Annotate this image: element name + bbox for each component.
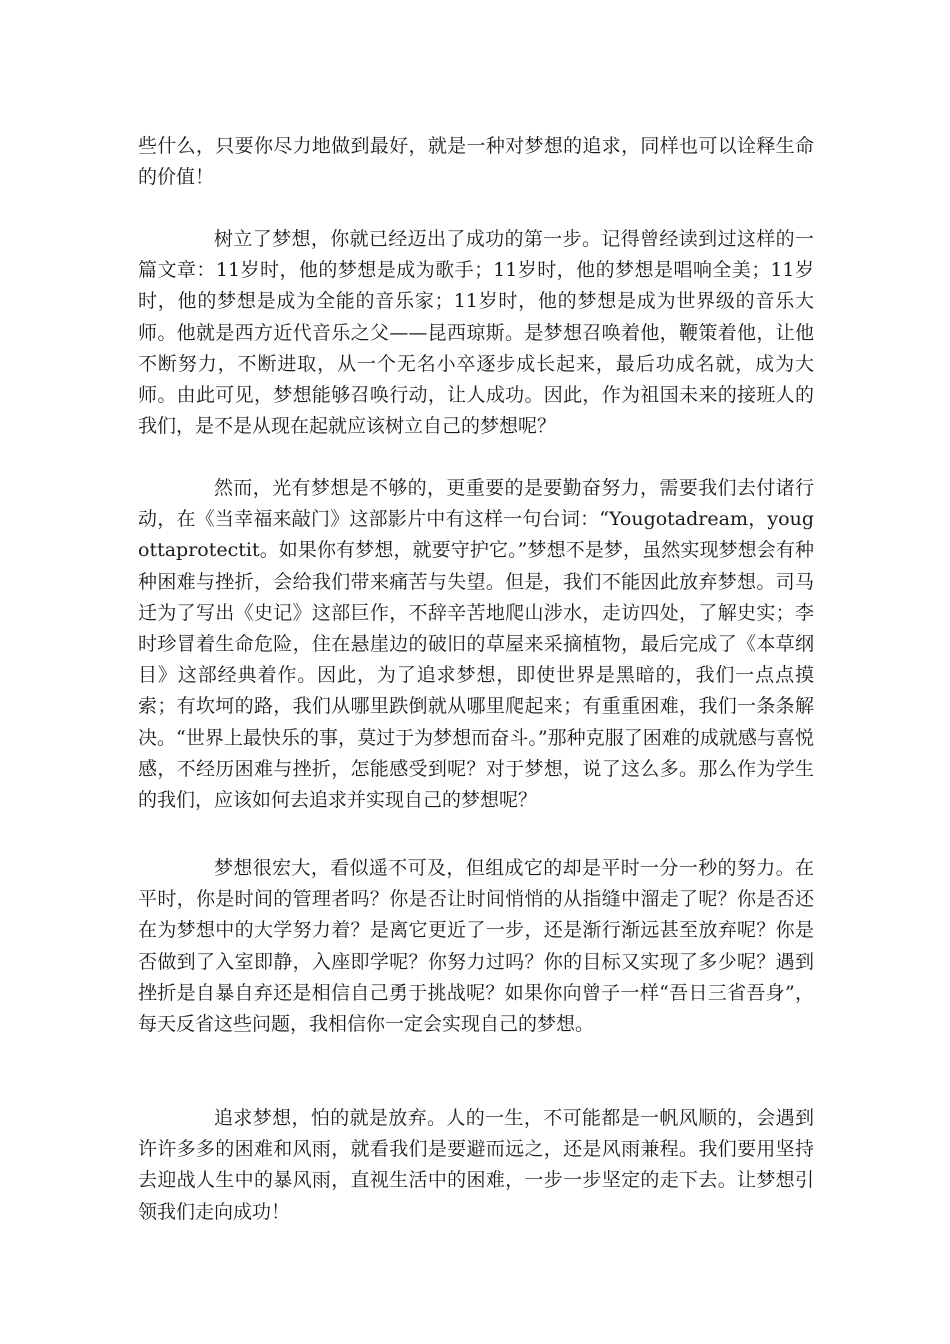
paragraph-daily-effort: 梦想很宏大，看似遥不可及，但组成它的却是平时一分一秒的努力。在平时，你是时间的管理者吗？你是否让时间悄悄的从指缝中溜走了呢？你是否还在为梦想中的大学努力着？是离它更近了一步，还是渐行渐远甚至放弃呢？你是否做到了入室即静，入座即学呢？你努力过吗？你的目标又实现了多少呢？遇到挫折是自暴自弃还是相信自己勇于挑战呢？如果你向曾子一样“吾日三省吾身”，每天反省这些问题，我相信你一定会实现自己的梦想。	[138, 857, 814, 1036]
paragraph-never-give-up: 追求梦想，怕的就是放弃。人的一生，不可能都是一帆风顺的，会遇到许许多多的困难和风雨，就看我们是要避而远之，还是风雨兼程。我们要用坚持去迎战人生中的暴风雨，直视生活中的困难，一步一步坚定的走下去。让梦想引领我们走向成功！	[138, 1107, 814, 1223]
paragraph-continuation: 些什么，只要你尽力地做到最好，就是一种对梦想的追求，同样也可以诠释生命的价值！	[138, 135, 814, 189]
paragraph-hard-work: 然而，光有梦想是不够的，更重要的是要勤奋努力，需要我们去付诸行动，在《当幸福来敲门》这部影片中有这样一句台词：“Yougotadream，yougottaprotectit。如果你有梦想，就要守护它。”梦想不是梦，虽然实现梦想会有种种困难与挫折，会给我们带来痛苦与失望。但是，我们不能因此放弃梦想。司马迁为了写出《史记》这部巨作，不辞辛苦地爬山涉水，走访四处，了解史实；李时珍冒着生命危险，住在悬崖边的破旧的草屋来采摘植物，最后完成了《本草纲目》这部经典着作。因此，为了追求梦想，即使世界是黑暗的，我们一点点摸索；有坎坷的路，我们从哪里跌倒就从哪里爬起来；有重重困难，我们一条条解决。“世界上最快乐的事，莫过于为梦想而奋斗。”那种克服了困难的成就感与喜悦感，不经历困难与挫折，怎能感受到呢？对于梦想，说了这么多。那么作为学生的我们，应该如何去追求并实现自己的梦想呢？	[138, 477, 814, 812]
paragraph-first-step: 树立了梦想，你就已经迈出了成功的第一步。记得曾经读到过这样的一篇文章：11岁时，他的梦想是成为歌手；11岁时，他的梦想是唱响全美；11岁时，他的梦想是成为全能的音乐家；11岁时，他的梦想是成为世界级的音乐大师。他就是西方近代音乐之父——昆西琼斯。是梦想召唤着他，鞭策着他，让他不断努力，不断进取，从一个无名小卒逐步成长起来，最后功成名就，成为大师。由此可见，梦想能够召唤行动，让人成功。因此，作为祖国未来的接班人的我们，是不是从现在起就应该树立自己的梦想呢？	[138, 228, 814, 438]
